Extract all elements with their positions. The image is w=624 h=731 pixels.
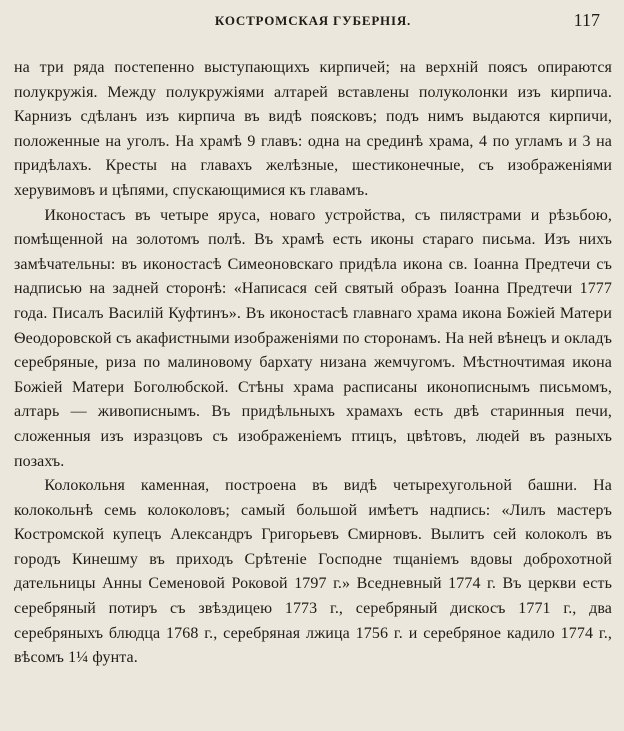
paragraph-1: на три ряда постепенно выступающихъ кирпичей; на верхній поясъ опираются полукружія. Между полукружіями алтарей вставлены полуколонки изъ кирпича. Карнизъ сдѣланъ изъ кирпича въ видѣ поясковъ; подъ нимъ выдаются кирпичи, положенные на уголъ. На храмѣ 9 главъ: одна на срединѣ храма, 4 по угламъ и 3 на придѣлахъ. Кресты на главахъ желѣзные, шестиконечные, съ изображеніями херувимовъ и цѣпями, спускающимися къ главамъ. (14, 59, 612, 199)
page-number: 117 (573, 10, 600, 30)
page-header (14, 8, 612, 36)
paragraph-3: Колокольня каменная, построена въ видѣ четырехугольной башни. На колокольнѣ семь колоколовъ; самый большой имѣетъ надпись: «Лилъ мастеръ Костромской купецъ Александръ Григорьевъ Смирновъ. Вылитъ сей колоколъ въ городъ Кинешму въ приходъ Срѣтеніе Господне тщаніемъ вдовы доброхотной дательницы Анны Семеновой Роковой 1797 г.» Вседневный 1774 г. Въ церкви есть серебряный потиръ съ звѣздицею 1773 г., серебряный дискосъ 1771 г., два серебряныхъ блюдца 1768 г., серебряная лжица 1756 г. и серебряное кадило 1774 г., вѣсомъ 1¼ фунта. (14, 477, 612, 667)
running-head: КОСТРОМСКАЯ ГУБЕРНІЯ. (214, 13, 412, 28)
body-text (14, 56, 612, 671)
paragraph-2: Иконостасъ въ четыре яруса, новаго устройства, съ пилястрами и рѣзьбою, помѣщенной на золотомъ полѣ. Въ храмѣ есть иконы стараго письма. Изъ нихъ замѣчательны: въ иконостасѣ Симеоновскаго придѣла икона св. Іоанна Предтечи съ надписью на задней сторонѣ: «Написася сей святый образъ Іоанна Предтечи 1777 года. Писалъ Василій Куфтинъ». Въ иконостасѣ главнаго храма икона Божіей Матери Ѳеодоровской съ акафистными изображеніями по сторонамъ. На ней вѣнецъ и окладъ серебряные, риза по малиновому бархату низана жемчугомъ. Мѣстночтимая икона Божіей Матери Боголюбской. Стѣны храма расписаны иконописнымъ письмомъ, алтарь — живописнымъ. Въ придѣльныхъ храмахъ есть двѣ старинныя печи, сложенныя изъ изразцовъ съ изображеніемъ птицъ, цвѣтовъ, людей въ разныхъ позахъ. (14, 206, 612, 470)
